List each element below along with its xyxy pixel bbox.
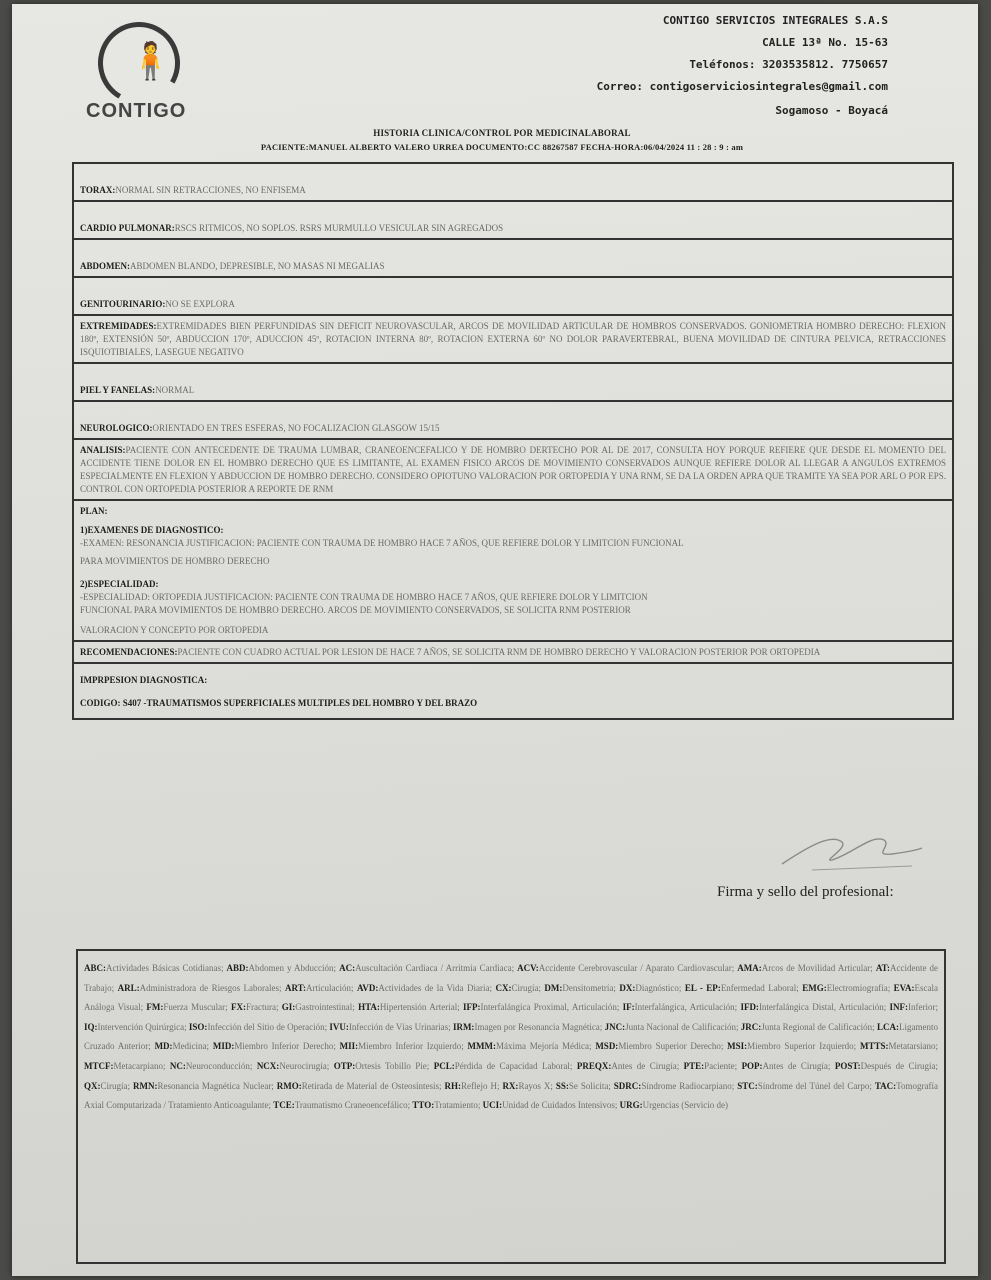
glossary-definition: Paciente; — [704, 1060, 742, 1071]
piel-label: PIEL Y FANELAS: — [80, 385, 156, 395]
glossary-definition: Junta Nacional de Calificación; — [625, 1021, 741, 1032]
glossary-abbr: MD: — [154, 1041, 173, 1052]
glossary-entry — [340, 1041, 468, 1051]
glossary-abbr: PREQX: — [576, 1060, 612, 1071]
glossary-entry — [84, 1081, 133, 1091]
glossary-entry — [835, 1061, 938, 1071]
plan-exam-line: -EXAMEN: RESONANCIA JUSTIFICACION: PACIENTE CON TRAUMA DE HOMBRO HACE 7 AÑOS, QUE REFIERE DOLOR Y LIMITCION FUNCIONAL — [80, 538, 684, 548]
company-phones: Teléfonos: 3203535812. 7750657 — [689, 58, 888, 71]
glossary-abbr: RX: — [502, 1080, 519, 1091]
glossary-definition: Síndrome del Túnel del Carpo; — [757, 1080, 875, 1091]
document-page — [12, 4, 978, 1276]
plan-label: PLAN: — [80, 506, 108, 516]
glossary-definition: Enfermedad Laboral; — [720, 982, 803, 993]
glossary-entry — [740, 1002, 889, 1012]
person-icon: 🧍 — [128, 41, 173, 82]
glossary-abbr: IVU: — [329, 1021, 349, 1032]
impresion-label: IMPRPESION DIAGNOSTICA: — [80, 675, 208, 685]
glossary-entry — [605, 1022, 741, 1032]
glossary-entry — [502, 1081, 555, 1091]
glossary-abbr: TAC: — [874, 1080, 897, 1091]
section-piel — [74, 364, 952, 402]
glossary-definition: Antes de Cirugía; — [762, 1060, 835, 1071]
glossary-entry — [334, 1061, 434, 1071]
glossary-entry — [685, 983, 802, 993]
genito-text: NO SE EXPLORA — [165, 299, 235, 309]
glossary-entry — [84, 1022, 189, 1032]
glossary-definition: Miembro Superior Derecho; — [618, 1041, 728, 1052]
glossary-abbr: MII: — [339, 1041, 359, 1052]
glossary-entry — [189, 1022, 330, 1032]
glossary-entry — [453, 1022, 605, 1032]
section-impresion — [74, 664, 952, 718]
glossary-entry — [357, 983, 495, 993]
glossary-abbr: TTO: — [412, 1100, 435, 1111]
torax-label: TORAX: — [80, 185, 116, 195]
glossary-entry — [517, 963, 737, 973]
glossary-abbr: PCL: — [433, 1060, 455, 1071]
glossary-abbr: MSD: — [595, 1041, 619, 1052]
glossary-definition: Cirugía; — [100, 1080, 133, 1091]
glossary-entry — [445, 1081, 503, 1091]
glossary-definition: Densitometría; — [562, 982, 620, 993]
glossary-abbr: DX: — [619, 982, 636, 993]
glossary-definition: Hipertensión Arterial; — [379, 1002, 464, 1013]
glossary-abbr: RMN: — [132, 1080, 158, 1091]
glossary-definition: Antes de Cirugía; — [611, 1060, 684, 1071]
company-logo — [82, 22, 212, 132]
plan-exam-title: 1)EXAMENES DE DIAGNOSTICO: — [80, 525, 224, 535]
glossary-definition: Interfalángica Distal, Articulación; — [758, 1002, 890, 1013]
company-info — [597, 10, 888, 122]
glossary-definition: Infección del Sitio de Operación; — [207, 1021, 330, 1032]
glossary-entry — [273, 1100, 412, 1110]
plan-specialty-line: FUNCIONAL PARA MOVIMIENTOS DE HOMBRO DERECHO. ARCOS DE MOVIMIENTO CONSERVADOS, SE SOLICITA RNM POSTERIOR — [80, 605, 631, 615]
glossary-definition: Actividades de la Vida Diaria; — [378, 982, 496, 993]
glossary-entry — [146, 1002, 231, 1012]
glossary-abbr: UCI: — [482, 1100, 503, 1111]
glossary-entry — [285, 983, 357, 993]
glossary-entry — [84, 963, 227, 973]
glossary-definition: Imagen por Resonancia Magnética; — [474, 1021, 605, 1032]
clinical-form — [72, 162, 954, 720]
recomendaciones-text: PACIENTE CON CUADRO ACTUAL POR LESION DE HACE 7 AÑOS, SE SOLICITA RNM DE HOMBRO DERECHO Y VALORACION POSTERIOR POR ORTOPEDIA — [177, 647, 821, 657]
glossary-abbr: IQ: — [84, 1021, 98, 1032]
glossary-abbr: QX: — [84, 1080, 101, 1091]
glossary-entry — [556, 1081, 614, 1091]
glossary-entry — [620, 1100, 728, 1110]
glossary-abbr: URG: — [619, 1100, 643, 1111]
company-address: CALLE 13ª No. 15-63 — [762, 36, 888, 49]
company-name: CONTIGO SERVICIOS INTEGRALES S.A.S — [662, 14, 888, 27]
glossary-abbr: AC: — [339, 963, 356, 973]
glossary-entry — [155, 1041, 213, 1051]
glossary-abbr: IF: — [622, 1002, 635, 1013]
glossary-abbr: MID: — [212, 1041, 235, 1052]
glossary-abbr: EMG: — [802, 982, 827, 993]
section-extremidades — [74, 316, 952, 364]
glossary-definition: Neurocirugía; — [279, 1060, 334, 1071]
glossary-definition: Interfalángica, Articulación; — [634, 1002, 741, 1013]
glossary-abbr: HTA: — [358, 1002, 380, 1013]
glossary-entry — [495, 983, 544, 993]
glossary-entry — [742, 1061, 835, 1071]
glossary-abbr: ISO: — [188, 1021, 208, 1032]
glossary-definition: Ortesis Tobillo Pie; — [355, 1060, 434, 1071]
piel-text: NORMAL — [155, 385, 195, 395]
glossary-abbr: FM: — [146, 1002, 164, 1013]
glossary-abbr: EL - EP: — [684, 982, 721, 993]
glossary-definition: Neuroconducción; — [185, 1060, 257, 1071]
glossary-entry — [434, 1061, 577, 1071]
glossary-definition: Resonancia Magnética Nuclear; — [157, 1080, 277, 1091]
glossary-abbr: MMM: — [467, 1041, 496, 1052]
glossary-entry — [684, 1061, 742, 1071]
abdomen-label: ABDOMEN: — [80, 261, 130, 271]
glossary-entry — [577, 1061, 684, 1071]
glossary-entry — [544, 983, 619, 993]
glossary-abbr: RH: — [444, 1080, 462, 1091]
section-analisis — [74, 440, 952, 501]
plan-exam-line: PARA MOVIMIENTOS DE HOMBRO DERECHO — [80, 556, 270, 566]
glossary-definition: Tratamiento; — [434, 1100, 483, 1111]
diagnosis-code: CODIGO: S407 -TRAUMATISMOS SUPERFICIALES MULTIPLES DEL HOMBRO Y DEL BRAZO — [80, 698, 478, 708]
glossary-abbr: MTCF: — [84, 1060, 114, 1071]
glossary-definition: Tomografía Axial Computarizada / Tratamiento Anticoagulante; — [84, 1080, 939, 1111]
glossary-abbr: FX: — [230, 1002, 246, 1013]
glossary-definition: Ligamento Cruzado Anterior; — [84, 1021, 938, 1052]
glossary-abbr: SDRC: — [613, 1080, 642, 1091]
glossary-definition: Accidente de Trabajo; — [84, 963, 938, 993]
glossary-abbr: RMO: — [276, 1080, 302, 1091]
glossary-abbr: OTP: — [333, 1060, 356, 1071]
neuro-label: NEUROLOGICO: — [80, 423, 153, 433]
glossary-definition: Medicina; — [172, 1041, 213, 1052]
glossary-entry — [257, 1061, 334, 1071]
glossary-abbr: AT: — [875, 963, 890, 973]
glossary-entry — [468, 1041, 596, 1051]
glossary-abbr: JRC: — [740, 1021, 762, 1032]
glossary-definition: Escala Análoga Visual; — [84, 982, 938, 1013]
glossary-abbr: POST: — [834, 1060, 861, 1071]
glossary-definition: Después de Cirugía; — [860, 1060, 938, 1071]
glossary-abbr: LCA: — [876, 1021, 899, 1032]
glossary-entry — [741, 1022, 877, 1032]
glossary-definition: Articulación; — [306, 982, 357, 993]
glossary-entry — [118, 983, 285, 993]
glossary-abbr: PTE: — [683, 1060, 705, 1071]
glossary-definition: Diagnóstico; — [635, 982, 685, 993]
glossary-entry — [84, 1061, 170, 1071]
glossary-definition: Infección de Vías Urinarias; — [348, 1021, 453, 1032]
glossary-definition: Metatarsiano; — [888, 1041, 938, 1052]
analisis-text: PACIENTE CON ANTECEDENTE DE TRAUMA LUMBAR, CRANEOENCEFALICO Y DE HOMBRO DERTECHO POR AL DE 2017, CONSULTA HOY PORQUE REFIERE QUE DESDE EL MOMENTO DEL ACCIDENTE TIENE DOLOR EN EL HOMBRO DERECHO QUE ES LIMITANTE, AL EXAMEN FISICO ARCOS DE MOVIMIENTO CONSERVADOS AUNQUE REFIERE DOLOR AL LLEGAR A ANGULOS EXTREMOS ESPECIALMENTE EN FLEXION Y ABDUCCION DE HOMBRO DERECHO. CONSIDERO OPIOTUNO VALORACION POR ORTOPEDIA Y UNA RNM, SE DA LA ORDEN APRA QUE TRAMITE YA SEA POR ARL O POR EPS. CONTROL CON ORTOPEDIA POSTERIOR A REPORTE DE RNM — [80, 445, 946, 494]
abdomen-text: ABDOMEN BLANDO, DEPRESIBLE, NO MASAS NI MEGALIAS — [130, 261, 385, 271]
neuro-text: ORIENTADO EN TRES ESFERAS, NO FOCALIZACION GLASGOW 15/15 — [152, 423, 440, 433]
glossary-abbr: STC: — [737, 1080, 758, 1091]
glossary-entry — [339, 963, 517, 973]
document-title: HISTORIA CLINICA/CONTROL POR MEDICINALABORAL — [373, 128, 631, 138]
glossary-abbr: SS: — [555, 1080, 569, 1091]
glossary-abbr: AVD: — [356, 982, 379, 993]
glossary-definition: Miembro Inferior Izquierdo; — [358, 1041, 468, 1052]
glossary-definition: Rayos X; — [518, 1080, 556, 1091]
glossary-entry — [614, 1081, 737, 1091]
plan-specialty-line: -ESPECIALIDAD: ORTOPEDIA JUSTIFICACION: PACIENTE CON TRAUMA DE HOMBRO HACE 7 AÑOS, QUE REFIERE DOLOR Y LIMITCION — [80, 592, 648, 602]
glossary-abbr: GI: — [281, 1002, 296, 1013]
section-neurologico — [74, 402, 952, 440]
glossary-definition: Interfalángica Proximal, Articulación; — [480, 1002, 623, 1013]
extremidades-label: EXTREMIDADES: — [80, 321, 157, 331]
glossary-definition: Accidente Cerebrovascular / Aparato Cardiovascular; — [538, 963, 738, 973]
abbreviations-glossary — [76, 949, 946, 1264]
glossary-abbr: NCX: — [256, 1060, 280, 1071]
glossary-definition: Intervención Quirúrgica; — [97, 1021, 189, 1032]
glossary-abbr: ART: — [285, 982, 307, 993]
glossary-entry — [737, 963, 876, 973]
glossary-entry — [227, 963, 340, 973]
glossary-abbr: INF: — [889, 1002, 909, 1013]
glossary-definition: Urgencias (Servicio de) — [642, 1100, 728, 1111]
glossary-entry — [483, 1100, 620, 1110]
glossary-definition: Miembro Superior Izquierdo; — [747, 1041, 860, 1052]
glossary-entry — [737, 1081, 875, 1091]
glossary-definition: Inferior; — [908, 1002, 939, 1013]
glossary-abbr: ABD: — [226, 963, 249, 973]
glossary-entry — [231, 1002, 282, 1012]
glossary-abbr: MTTS: — [859, 1041, 889, 1052]
cardio-text: RSCS RITMICOS, NO SOPLOS. RSRS MURMULLO VESICULAR SIN AGREGADOS — [174, 223, 504, 233]
glossary-definition: Cirugía; — [511, 982, 545, 993]
glossary-definition: Máxima Mejoría Médica; — [495, 1041, 596, 1052]
glossary-abbr: NC: — [169, 1060, 186, 1071]
section-torax — [74, 164, 952, 202]
glossary-definition: Actividades Básicas Cotidianas; — [106, 963, 227, 973]
glossary-definition: Pérdida de Capacidad Laboral; — [454, 1060, 577, 1071]
glossary-abbr: ACV: — [517, 963, 539, 973]
glossary-definition: Miembro Inferior Derecho; — [234, 1041, 340, 1052]
glossary-definition: Abdomen y Abducción; — [248, 963, 340, 973]
glossary-definition: Electromiografía; — [826, 982, 894, 993]
glossary-abbr: EVA: — [893, 982, 915, 993]
glossary-definition: Junta Regional de Calificación; — [761, 1021, 877, 1032]
plan-specialty-line: VALORACION Y CONCEPTO POR ORTOPEDIA — [80, 625, 269, 635]
glossary-entry — [619, 983, 684, 993]
plan-specialty-title: 2)ESPECIALIDAD: — [80, 579, 159, 589]
glossary-abbr: IFD: — [740, 1002, 759, 1013]
glossary-entry — [463, 1002, 623, 1012]
torax-text: NORMAL SIN RETRACCIONES, NO ENFISEMA — [115, 185, 306, 195]
glossary-abbr: IRM: — [452, 1021, 475, 1032]
glossary-definition: Metacarpiano; — [113, 1060, 170, 1071]
glossary-abbr: CX: — [495, 982, 512, 993]
glossary-entry — [595, 1041, 727, 1051]
signature-scribble-icon — [772, 824, 932, 874]
glossary-entry — [890, 1002, 938, 1012]
glossary-definition: Retirada de Material de Osteosíntesis; — [301, 1080, 445, 1091]
patient-line: PACIENTE:MANUEL ALBERTO VALERO URREA DOCUMENTO:CC 88267587 FECHA-HORA:06/04/2024 11 : 28 : 9 : am — [260, 142, 744, 152]
analisis-label: ANALISIS: — [80, 445, 126, 455]
glossary-definition: Se Solicita; — [568, 1080, 614, 1091]
glossary-definition: Unidad de Cuidados Intensivos; — [502, 1100, 620, 1111]
glossary-abbr: AMA: — [737, 963, 762, 973]
glossary-entry — [860, 1041, 938, 1051]
glossary-entry — [277, 1081, 445, 1091]
glossary-entry — [358, 1002, 463, 1012]
glossary-abbr: ABC: — [84, 963, 106, 973]
glossary-abbr: MSI: — [727, 1041, 748, 1052]
logo-text: CONTIGO — [86, 100, 187, 122]
glossary-entry — [412, 1100, 482, 1110]
company-city: Sogamoso - Boyacá — [775, 104, 888, 117]
section-genitourinario — [74, 278, 952, 316]
glossary-definition: Fuerza Muscular; — [163, 1002, 231, 1013]
glossary-entry — [727, 1041, 860, 1051]
section-abdomen — [74, 240, 952, 278]
glossary-abbr: ARL: — [117, 982, 140, 993]
glossary-abbr: JNC: — [604, 1021, 626, 1032]
glossary-entry — [802, 983, 893, 993]
glossary-entry — [623, 1002, 741, 1012]
company-email: Correo: contigoserviciosintegrales@gmail.com — [596, 80, 888, 93]
cardio-label: CARDIO PULMONAR: — [80, 223, 175, 233]
genito-label: GENITOURINARIO: — [80, 299, 166, 309]
glossary-entry — [170, 1061, 257, 1071]
glossary-definition: Síndrome Radiocarpiano; — [641, 1080, 738, 1091]
glossary-entry — [133, 1081, 277, 1091]
signature-caption: Firma y sello del profesional: — [717, 884, 894, 900]
glossary-abbr: POP: — [741, 1060, 763, 1071]
section-recomendaciones — [74, 642, 952, 664]
glossary-abbr: IFP: — [463, 1002, 481, 1013]
glossary-definition: Traumatismo Craneoencefálico; — [294, 1100, 413, 1111]
glossary-definition: Arcos de Movilidad Articular; — [761, 963, 876, 973]
glossary-definition: Reflejo H; — [461, 1080, 503, 1091]
glossary-definition: Administradora de Riesgos Laborales; — [139, 982, 285, 993]
glossary-entry — [213, 1041, 340, 1051]
section-plan — [74, 501, 952, 642]
glossary-abbr: TCE: — [273, 1100, 295, 1111]
glossary-definition: Gastrointestinal; — [295, 1002, 359, 1013]
glossary-definition: Auscultación Cardiaca / Arritmia Cardiaca; — [355, 963, 518, 973]
glossary-abbr: DM: — [544, 982, 563, 993]
glossary-definition: Fractura; — [245, 1002, 282, 1013]
glossary-entry — [282, 1002, 358, 1012]
extremidades-text: EXTREMIDADES BIEN PERFUNDIDAS SIN DEFICIT NEUROVASCULAR, ARCOS DE MOVILIDAD ARTICULAR DE HOMBROS CONSERVADOS. GONIOMETRIA HOMBRO DERECHO: FLEXION 180º, EXTENSIÓN 50º, ABDUCCION 170º, ADUCCION 45º, ROTACION INTERNA 80º, ROTACION EXTERNA 60º NO DOLOR PARAVERTEBRAL, BUENA MOVILIDAD DE CINTURA PELVICA, RETRACCIONES ISQUIOTIBIALES, LASEGUE NEGATIVO — [80, 321, 946, 357]
section-cardio — [74, 202, 952, 240]
recomendaciones-label: RECOMENDACIONES: — [80, 647, 178, 657]
glossary-entry — [329, 1022, 453, 1032]
